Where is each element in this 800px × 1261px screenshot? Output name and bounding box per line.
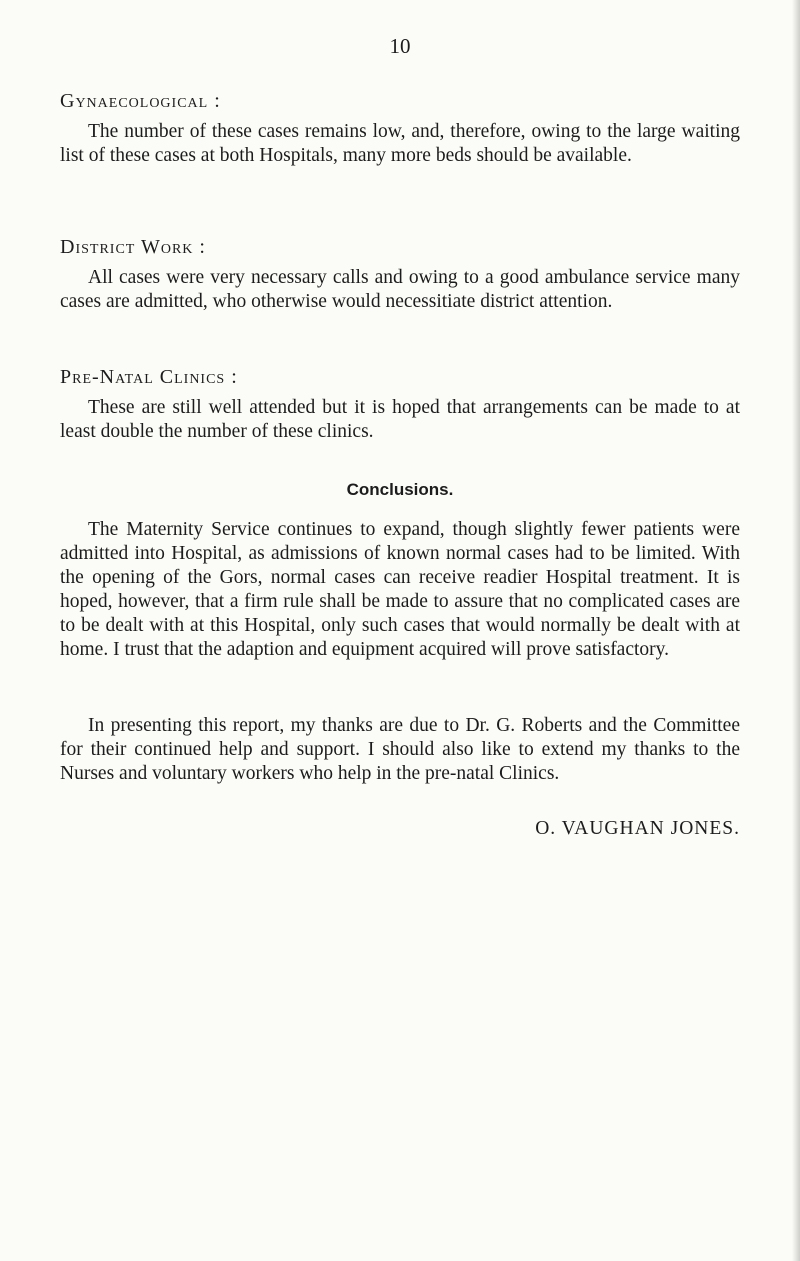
conclusions-paragraph-1: The Maternity Service continues to expand, though slightly fewer patients were admitted into Hospital, as admissions of known normal cases had to be limited. With the opening of the Gors, normal cases can receive readier Hospital treatment. It is hoped, however, that a firm rule shall be made to assure that no complicated cases are to be dealt with at this Hospital, only such cases that would normally be dealt with at home. I trust that the adaption and equipment acquired will prove satisfactory.: [60, 519, 740, 660]
signature: O. VAUGHAN JONES.: [535, 818, 740, 839]
page-number: 10: [389, 34, 411, 58]
section-district-work: [60, 234, 740, 314]
section-heading: District Work :: [60, 236, 206, 258]
conclusions-section: [60, 480, 740, 500]
section-paragraph: All cases were very necessary calls and owing to a good ambulance service many cases are admitted, who otherwise would necessitiate district attention.: [60, 267, 740, 312]
conclusions-title: Conclusions.: [346, 480, 454, 499]
section-paragraph: These are still well attended but it is hoped that arrangements can be made to at least double the number of these clinics.: [60, 397, 740, 442]
conclusions-paragraph-2-block: [60, 714, 740, 786]
section-paragraph: The number of these cases remains low, and, therefore, owing to the large waiting list of these cases at both Hospitals, many more beds should be available.: [60, 121, 740, 166]
page-edge-shadow: [792, 0, 800, 1261]
conclusions-paragraph-2: In presenting this report, my thanks are due to Dr. G. Roberts and the Committee for their continued help and support. I should also like to extend my thanks to the Nurses and voluntary workers who help in the pre-natal Clinics.: [60, 715, 740, 784]
conclusions-paragraph-1-block: [60, 518, 740, 662]
document-page: [60, 0, 740, 1261]
section-gynaecological: [60, 88, 740, 168]
section-heading: Pre-Natal Clinics :: [60, 366, 238, 388]
section-pre-natal-clinics: [60, 364, 740, 444]
section-heading: Gynaecological :: [60, 90, 221, 112]
